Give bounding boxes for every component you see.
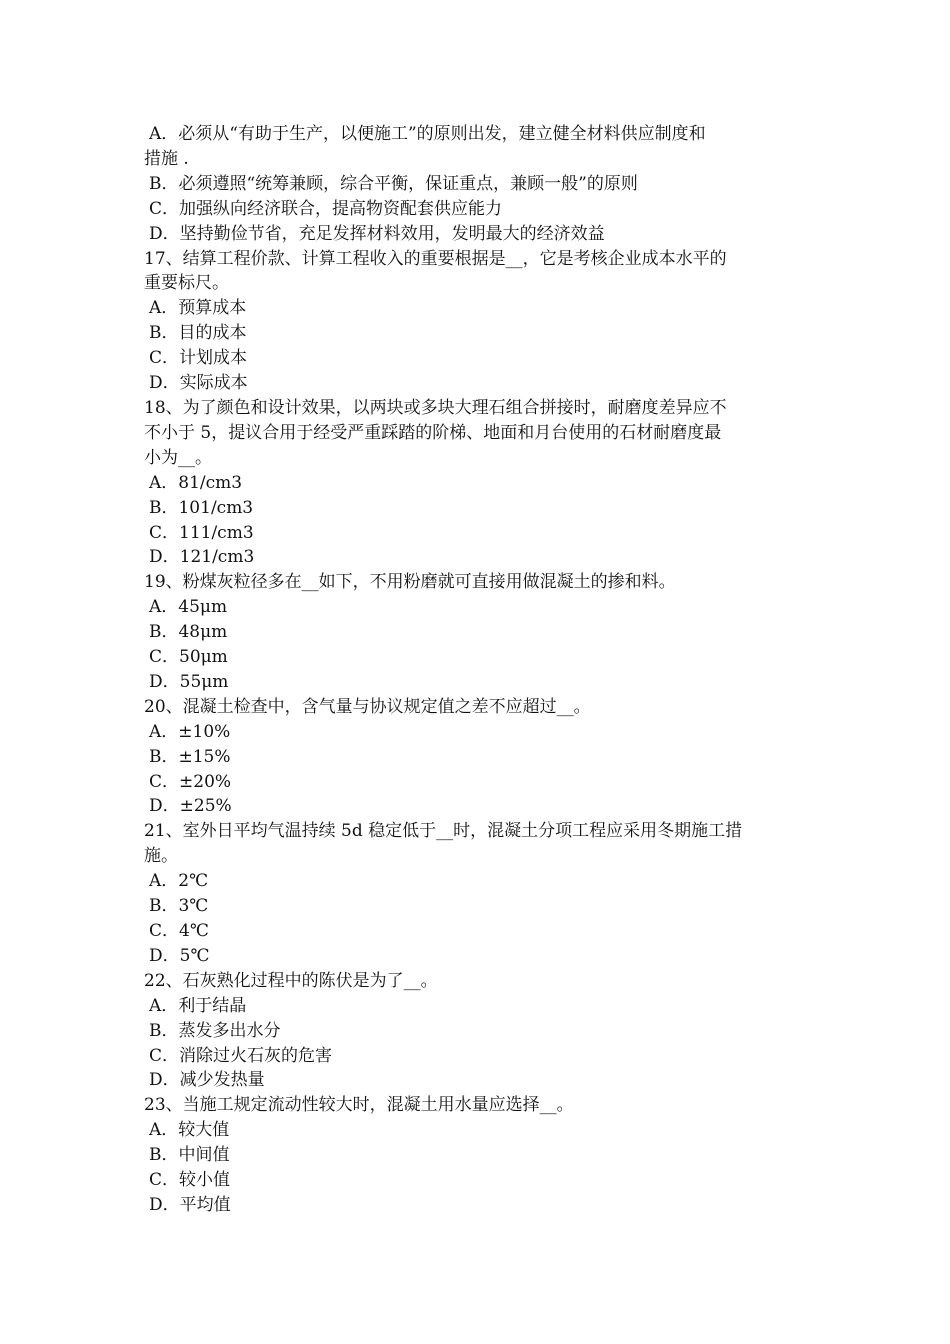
text-line: A．2℃ [149, 871, 209, 892]
text-line: B．必须遵照“统筹兼顾，综合平衡，保证重点，兼顾一般”的原则 [149, 173, 638, 194]
text-line: D．坚持勤俭节省，充足发挥材料效用，发明最大的经济效益 [149, 223, 605, 244]
text-line: A．预算成本 [149, 298, 247, 319]
text-line: C．加强纵向经济联合，提高物资配套供应能力 [149, 198, 503, 219]
text-line: D．减少发热量 [149, 1070, 265, 1091]
text-line: 重要标尺。 [144, 273, 229, 294]
text-line: 小为__。 [144, 447, 212, 468]
text-line: D．121/cm3 [149, 547, 255, 568]
text-line: D．55μm [149, 671, 229, 692]
text-line: A．利于结晶 [149, 995, 247, 1016]
text-line: A．较大值 [149, 1120, 230, 1141]
text-line: 22、石灰熟化过程中的陈伏是为了__。 [144, 970, 438, 991]
text-line: A．±10% [149, 721, 231, 742]
text-line: 21、室外日平均气温持续 5d 稳定低于__时，混凝土分项工程应采用冬期施工措 [144, 821, 743, 842]
text-line: B．±15% [149, 746, 231, 767]
text-line: C．4℃ [149, 921, 209, 941]
text-line: 施。 [144, 846, 178, 867]
text-line: 23、当施工规定流动性较大时，混凝土用水量应选择__。 [144, 1095, 574, 1116]
text-line: A．81/cm3 [149, 472, 243, 493]
text-line: B．101/cm3 [149, 497, 254, 518]
text-line: C．消除过火石灰的危害 [149, 1045, 333, 1066]
text-line: B．蒸发多出水分 [149, 1020, 281, 1041]
document-page [144, 122, 812, 1218]
text-line: C．较小值 [149, 1170, 231, 1191]
text-line: C．计划成本 [149, 348, 248, 369]
text-line: C．50μm [149, 647, 228, 668]
text-line: 20、混凝土检查中，含气量与协议规定值之差不应超过__。 [144, 696, 591, 717]
text-line: D．实际成本 [149, 373, 248, 394]
text-line: B．48μm [149, 622, 228, 643]
text-line: D．5℃ [149, 945, 210, 966]
text-line: 17、结算工程价款、计算工程收入的重要根据是__，它是考核企业成本水平的 [144, 248, 727, 269]
text-line: C．±20% [149, 771, 232, 792]
text-line: B．中间值 [149, 1145, 230, 1166]
text-line: 措施 . [144, 148, 189, 169]
text-line: A．45μm [149, 597, 228, 618]
text-line: 19、粉煤灰粒径多在__如下，不用粉磨就可直接用做混凝土的掺和料。 [144, 572, 676, 593]
text-line: D．平均值 [149, 1194, 231, 1215]
text-line: 18、为了颜色和设计效果，以两块或多块大理石组合拼接时，耐磨度差异应不 [144, 397, 727, 418]
text-line: 不小于 5，提议合用于经受严重踩踏的阶梯、地面和月台使用的石材耐磨度最 [144, 422, 722, 443]
text-line: D．±25% [149, 796, 232, 817]
text-line: B．3℃ [149, 896, 209, 917]
text-line: C．111/cm3 [149, 522, 254, 543]
text-line: B．目的成本 [149, 323, 247, 344]
text-line: A．必须从“有助于生产，以便施工”的原则出发，建立健全材料供应制度和 [149, 124, 706, 144]
